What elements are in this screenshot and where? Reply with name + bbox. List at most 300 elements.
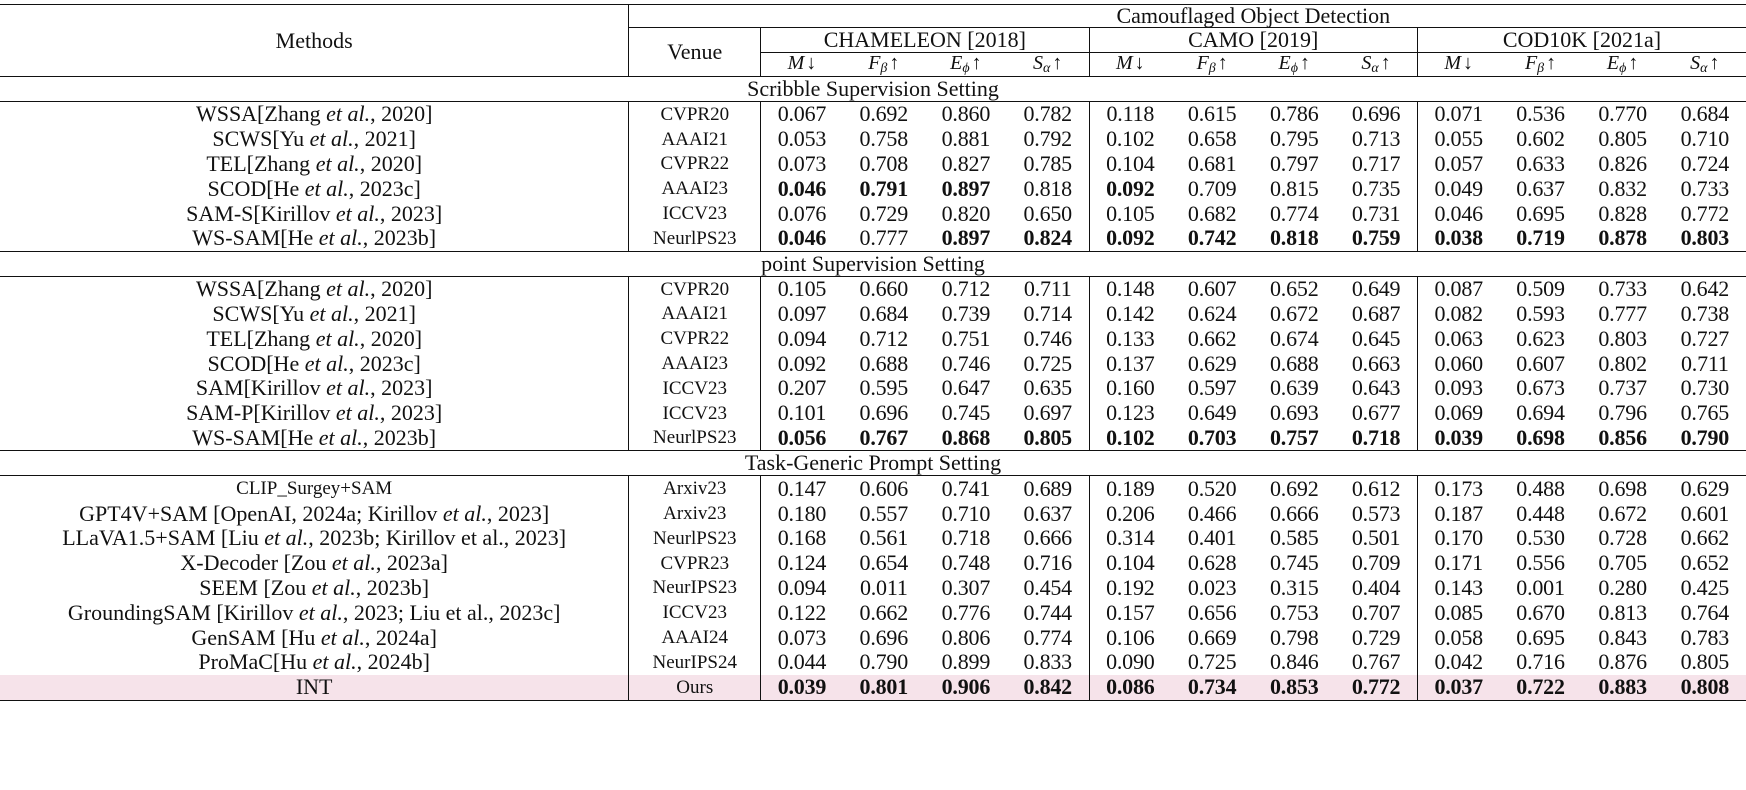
metric-value: 0.818: [1253, 226, 1335, 251]
method-label: TEL[Zhang: [206, 325, 316, 351]
venue: NeurlPS23: [629, 226, 761, 251]
table-row: [0, 102, 1746, 127]
metric-value: 0.746: [1007, 326, 1089, 351]
metric-value: 0.606: [859, 475, 909, 501]
method-name: [0, 127, 629, 152]
metric-value: 0.696: [859, 400, 909, 426]
metric-value: 0.652: [1680, 550, 1730, 576]
metric-value: 0.729: [1335, 625, 1417, 650]
metric-value: 0.307: [941, 574, 991, 600]
venue: ICCV23: [629, 600, 761, 625]
method-label: SEEM [Zou: [199, 574, 312, 600]
metric-value: 0.649: [1187, 400, 1237, 426]
metric-value: 0.157: [1106, 599, 1155, 625]
citation-etal: et al.: [311, 574, 356, 600]
metric-header: [1253, 53, 1335, 77]
metric-value: 0.556: [1516, 550, 1565, 576]
metric-symbol: M: [1115, 52, 1133, 74]
metric-value: 0.824: [1007, 226, 1089, 251]
metric-value: 0.104: [1106, 550, 1155, 576]
metric-value: 0.573: [1335, 501, 1417, 526]
metric-value: 0.670: [1516, 599, 1565, 625]
metric-value: 0.649: [1335, 276, 1417, 301]
section-header-row: [0, 77, 1746, 102]
metric-value: 0.520: [1187, 475, 1237, 501]
metric-value: 0.142: [1106, 300, 1155, 326]
metric-value: 0.860: [941, 101, 991, 127]
metric-value: 0.876: [1598, 649, 1647, 675]
method-label: SAM-P[Kirillov: [186, 400, 336, 426]
metric-value: 0.602: [1516, 126, 1565, 152]
citation-etal: et al.: [304, 350, 349, 376]
metric-symbol: E: [1606, 52, 1620, 74]
metric-value: 0.765: [1680, 400, 1730, 426]
metric-header: [925, 53, 1007, 77]
metric-value: 0.722: [1500, 675, 1582, 700]
metric-value: 0.774: [1270, 200, 1319, 226]
venue: AAAI24: [629, 625, 761, 650]
metric-value: 0.833: [1007, 650, 1089, 675]
metric-value: 0.777: [843, 226, 925, 251]
metric-value: 0.767: [843, 426, 925, 451]
citation-tail: , 2020]: [370, 101, 433, 127]
metric-value: 0.597: [1187, 375, 1237, 401]
citation-etal: et al.: [312, 649, 357, 675]
arrow-up-icon: ↑: [1709, 52, 1720, 74]
metric-value: 0.707: [1335, 600, 1417, 625]
metric-value: 0.716: [1516, 649, 1565, 675]
method-name: [0, 675, 629, 700]
metric-value: 0.628: [1187, 550, 1237, 576]
metric-value: 0.710: [941, 500, 991, 526]
arrow-up-icon: ↑: [1217, 52, 1228, 74]
method-label: X-Decoder [Zou: [180, 550, 332, 576]
citation-etal: et al.: [335, 200, 380, 226]
metric-subscript: β: [1537, 61, 1545, 76]
method-name: [0, 176, 629, 201]
metric-value: 0.401: [1187, 525, 1237, 551]
method-label: GPT4V+SAM [OpenAI, 2024a; Kirillov: [79, 500, 443, 526]
metric-value: 0.076: [777, 200, 827, 226]
table-row: [0, 625, 1746, 650]
metric-value: 0.695: [1516, 200, 1565, 226]
metric-value: 0.060: [1434, 350, 1483, 376]
citation-etal: et al.: [309, 300, 354, 326]
metric-value: 0.802: [1598, 350, 1647, 376]
method-label: GenSAM [Hu: [191, 624, 321, 650]
metric-symbol: E: [1278, 52, 1291, 74]
metric-value: 0.717: [1335, 152, 1417, 177]
metric-value: 0.728: [1598, 525, 1647, 551]
method-label: SAM[Kirillov: [195, 375, 327, 401]
metric-value: 0.714: [1007, 302, 1089, 327]
section-header-row: [0, 251, 1746, 276]
metric-subscript: β: [880, 61, 888, 76]
venue: Arxiv23: [629, 501, 761, 526]
metric-value: 0.046: [1434, 200, 1483, 226]
citation-tail: , 2023; Liu et al., 2023c]: [342, 599, 561, 625]
metric-value: 0.629: [1680, 475, 1730, 501]
method-name: [0, 551, 629, 576]
table-row: [0, 127, 1746, 152]
venue: CVPR22: [629, 326, 761, 351]
metric-value: 0.805: [1007, 426, 1089, 451]
metric-value: 0.037: [1417, 675, 1499, 700]
metric-value: 0.899: [941, 649, 991, 675]
section-title: Task-Generic Prompt Setting: [0, 451, 1746, 476]
metric-value: 0.711: [1007, 276, 1089, 301]
metric-symbol: F: [1524, 52, 1538, 74]
metric-value: 0.688: [859, 350, 909, 376]
metric-value: 0.739: [941, 300, 991, 326]
method-name: [0, 625, 629, 650]
metric-value: 0.757: [1253, 426, 1335, 451]
metric-value: 0.057: [1434, 150, 1483, 176]
metric-value: 0.314: [1106, 525, 1155, 551]
metric-value: 0.692: [1270, 475, 1319, 501]
venue: CVPR20: [629, 102, 761, 127]
metric-value: 0.826: [1598, 150, 1647, 176]
metric-value: 0.772: [1680, 200, 1730, 226]
metric-value: 0.718: [1335, 426, 1417, 451]
metric-value: 0.160: [1106, 375, 1155, 401]
metric-value: 0.102: [1089, 426, 1171, 451]
table-row: [0, 501, 1746, 526]
metric-value: 0.092: [1089, 226, 1171, 251]
metric-value: 0.106: [1106, 624, 1155, 650]
table-row: [0, 351, 1746, 376]
venue: AAAI21: [629, 302, 761, 327]
metric-value: 0.105: [777, 276, 827, 302]
metric-value: 0.148: [1106, 276, 1155, 302]
table-row: [0, 302, 1746, 327]
metric-value: 0.404: [1335, 576, 1417, 601]
metric-value: 0.187: [1434, 500, 1483, 526]
metric-value: 0.633: [1516, 150, 1565, 176]
metric-value: 0.039: [1417, 426, 1499, 451]
metric-value: 0.698: [1500, 426, 1582, 451]
metric-value: 0.192: [1106, 574, 1155, 600]
metric-value: 0.643: [1335, 376, 1417, 401]
metric-value: 0.094: [777, 325, 827, 351]
venue: ICCV23: [629, 401, 761, 426]
metric-value: 0.744: [1007, 600, 1089, 625]
table-row: [0, 600, 1746, 625]
method-label: ProMaC[Hu: [198, 649, 313, 675]
metric-symbol: S: [1033, 52, 1044, 74]
metric-value: 0.046: [777, 175, 827, 201]
section-header-row: [0, 451, 1746, 476]
citation-tail: , 2023b]: [362, 225, 437, 251]
citation-etal: et al.: [315, 150, 360, 176]
metric-value: 0.803: [1598, 325, 1647, 351]
citation-etal: et al.: [326, 375, 371, 401]
metric-value: 0.815: [1270, 175, 1319, 201]
metric-value: 0.092: [777, 350, 827, 376]
metric-value: 0.709: [1187, 175, 1237, 201]
metric-subscript: ϕ: [1290, 61, 1298, 76]
metric-value: 0.056: [761, 426, 843, 451]
metric-value: 0.745: [1270, 550, 1319, 576]
metric-subscript: ϕ: [1619, 61, 1627, 76]
metric-symbol: F: [868, 52, 881, 74]
venue-header: Venue: [629, 28, 761, 77]
citation-etal: et al.: [326, 101, 371, 127]
metric-value: 0.097: [777, 300, 827, 326]
citation-etal: et al.: [442, 500, 487, 526]
metric-value: 0.023: [1187, 574, 1237, 600]
metric-value: 0.011: [859, 574, 908, 600]
table-row: [0, 476, 1746, 501]
metric-value: 0.820: [941, 200, 991, 226]
citation-etal: et al.: [309, 126, 354, 152]
metric-value: 0.173: [1434, 475, 1483, 501]
table-row: [0, 576, 1746, 601]
metric-symbol: E: [950, 52, 963, 74]
metric-value: 0.742: [1171, 226, 1253, 251]
method-name: [0, 376, 629, 401]
metric-value: 0.792: [1007, 127, 1089, 152]
metric-value: 0.853: [1253, 675, 1335, 700]
metric-value: 0.682: [1187, 200, 1237, 226]
metric-value: 0.092: [1106, 175, 1155, 201]
metric-value: 0.509: [1516, 276, 1565, 302]
metric-value: 0.846: [1270, 649, 1319, 675]
metric-value: 0.697: [1007, 401, 1089, 426]
method-name: [0, 152, 629, 177]
metric-value: 0.086: [1089, 675, 1171, 700]
metric-value: 0.730: [1680, 375, 1730, 401]
metric-value: 0.745: [941, 400, 991, 426]
venue: AAAI21: [629, 127, 761, 152]
metric-value: 0.681: [1187, 150, 1237, 176]
metric-value: 0.708: [859, 150, 909, 176]
metric-value: 0.673: [1516, 375, 1565, 401]
metric-value: 0.093: [1434, 375, 1483, 401]
metric-value: 0.790: [1664, 426, 1746, 451]
metric-header: [1007, 53, 1089, 77]
venue: ICCV23: [629, 201, 761, 226]
table-row: [0, 376, 1746, 401]
metric-value: 0.842: [1007, 675, 1089, 700]
metric-value: 0.692: [859, 101, 909, 127]
arrow-up-icon: ↑: [1052, 52, 1063, 74]
citation-tail: , 2023b]: [355, 574, 430, 600]
metric-value: 0.645: [1335, 326, 1417, 351]
metric-symbol: S: [1361, 52, 1372, 74]
metric-value: 0.637: [1007, 501, 1089, 526]
metric-header: [761, 53, 843, 77]
arrow-up-icon: ↑: [971, 52, 982, 74]
metric-value: 0.044: [777, 649, 827, 675]
metric-value: 0.698: [1598, 475, 1647, 501]
metric-value: 0.813: [1598, 599, 1647, 625]
metric-value: 0.662: [1680, 525, 1730, 551]
metric-value: 0.868: [925, 426, 1007, 451]
metric-value: 0.669: [1187, 624, 1237, 650]
metric-value: 0.785: [1007, 152, 1089, 177]
venue: NeurIPS23: [629, 576, 761, 601]
citation-etal: et al.: [318, 225, 363, 251]
metric-subscript: α: [1043, 61, 1051, 76]
method-label: SAM-S[Kirillov: [186, 200, 336, 226]
metric-value: 0.738: [1680, 300, 1730, 326]
metric-header: [1417, 53, 1499, 77]
metric-value: 0.897: [941, 175, 991, 201]
section-title: Scribble Supervision Setting: [0, 77, 1746, 102]
table-row: [0, 426, 1746, 451]
citation-tail: , 2023b]: [362, 424, 437, 450]
metric-value: 0.759: [1335, 226, 1417, 251]
metric-value: 0.607: [1187, 276, 1237, 302]
metric-value: 0.425: [1680, 574, 1730, 600]
venue: CVPR23: [629, 551, 761, 576]
method-name: [0, 650, 629, 675]
metric-value: 0.733: [1598, 276, 1647, 302]
metric-value: 0.123: [1106, 400, 1155, 426]
metric-value: 0.090: [1106, 649, 1155, 675]
citation-tail: , 2020]: [359, 150, 423, 176]
table-row: [0, 201, 1746, 226]
metric-value: 0.790: [859, 649, 909, 675]
citation-tail: , 2023c]: [348, 175, 421, 201]
metric-value: 0.797: [1270, 150, 1319, 176]
metric-value: 0.170: [1434, 525, 1483, 551]
metric-value: 0.753: [1270, 599, 1319, 625]
method-name: [0, 226, 629, 251]
metric-value: 0.689: [1007, 476, 1089, 501]
metric-symbol: S: [1690, 52, 1701, 74]
table-row: [0, 650, 1746, 675]
venue: NeurlPS23: [629, 526, 761, 551]
metric-value: 0.067: [777, 101, 827, 127]
metric-symbol: M: [1444, 52, 1462, 74]
metric-value: 0.073: [777, 624, 827, 650]
arrow-down-icon: ↓: [806, 52, 817, 74]
method-label: CLIP_Surgey+SAM: [236, 478, 393, 500]
venue: Ours: [629, 675, 761, 700]
metric-value: 0.104: [1106, 150, 1155, 176]
metric-value: 0.647: [941, 375, 991, 401]
method-name: [0, 600, 629, 625]
metric-value: 0.082: [1434, 300, 1483, 326]
metric-value: 0.635: [1007, 376, 1089, 401]
metric-value: 0.741: [941, 475, 991, 501]
metric-value: 0.725: [1007, 351, 1089, 376]
citation-tail: , 2023b; Kirillov et al., 2023]: [308, 525, 567, 551]
metric-value: 0.168: [777, 525, 827, 551]
citation-tail: , 2023c]: [348, 350, 421, 376]
table-row: [0, 401, 1746, 426]
metric-value: 0.832: [1598, 175, 1647, 201]
metric-value: 0.709: [1335, 551, 1417, 576]
metric-value: 0.805: [1680, 649, 1730, 675]
metric-value: 0.805: [1598, 126, 1647, 152]
venue: CVPR20: [629, 276, 761, 301]
metric-value: 0.737: [1598, 375, 1647, 401]
citation-etal: et al.: [326, 276, 371, 302]
citation-etal: et al.: [320, 624, 365, 650]
citation-tail: , 2021]: [353, 126, 416, 152]
venue: NeurIPS24: [629, 650, 761, 675]
metric-value: 0.897: [925, 226, 1007, 251]
metric-value: 0.101: [777, 400, 827, 426]
metric-value: 0.652: [1270, 276, 1319, 302]
metric-value: 0.055: [1434, 126, 1483, 152]
metric-value: 0.666: [1270, 500, 1319, 526]
citation-tail: , 2020]: [370, 276, 433, 302]
metric-value: 0.719: [1500, 226, 1582, 251]
metric-value: 0.612: [1335, 476, 1417, 501]
metric-value: 0.654: [859, 550, 909, 576]
metric-value: 0.536: [1516, 101, 1565, 127]
venue: CVPR22: [629, 152, 761, 177]
metric-value: 0.660: [859, 276, 909, 302]
method-label: LLaVA1.5+SAM [Liu: [62, 525, 265, 551]
metric-value: 0.615: [1187, 101, 1237, 127]
citation-etal: et al.: [304, 175, 349, 201]
method-name: [0, 426, 629, 451]
metric-header: [1171, 53, 1253, 77]
metric-value: 0.705: [1598, 550, 1647, 576]
metric-value: 0.688: [1270, 350, 1319, 376]
metric-value: 0.069: [1434, 400, 1483, 426]
metric-value: 0.746: [941, 350, 991, 376]
metric-value: 0.674: [1270, 325, 1319, 351]
method-name: [0, 351, 629, 376]
metric-value: 0.658: [1187, 126, 1237, 152]
metric-value: 0.777: [1598, 300, 1647, 326]
metric-value: 0.049: [1434, 175, 1483, 201]
metric-value: 0.729: [859, 200, 909, 226]
metric-value: 0.042: [1434, 649, 1483, 675]
metric-value: 0.585: [1270, 525, 1319, 551]
arrow-down-icon: ↓: [1134, 52, 1145, 74]
method-name: [0, 401, 629, 426]
table-row: [0, 176, 1746, 201]
metric-header: [843, 53, 925, 77]
metric-value: 0.672: [1270, 300, 1319, 326]
metric-value: 0.315: [1270, 574, 1319, 600]
citation-etal: et al.: [298, 599, 343, 625]
metric-value: 0.881: [941, 126, 991, 152]
metric-value: 0.713: [1335, 127, 1417, 152]
metric-value: 0.143: [1434, 574, 1483, 600]
metric-value: 0.774: [1007, 625, 1089, 650]
metric-value: 0.448: [1516, 500, 1565, 526]
metric-value: 0.454: [1007, 576, 1089, 601]
citation-etal: et al.: [335, 400, 380, 426]
table-row: [0, 152, 1746, 177]
citation-tail: , 2024b]: [356, 649, 430, 675]
method-name: [0, 476, 629, 501]
table-row: [0, 551, 1746, 576]
metric-value: 0.058: [1434, 624, 1483, 650]
metric-value: 0.906: [925, 675, 1007, 700]
task-header: Camouflaged Object Detection: [1116, 3, 1391, 28]
metric-value: 0.782: [1007, 102, 1089, 127]
metric-value: 0.147: [777, 475, 827, 501]
metric-value: 0.883: [1582, 675, 1664, 700]
metric-value: 0.039: [761, 675, 843, 700]
metric-value: 0.703: [1171, 426, 1253, 451]
citation-etal: et al.: [331, 550, 376, 576]
metric-value: 0.684: [859, 300, 909, 326]
arrow-down-icon: ↓: [1463, 52, 1474, 74]
metric-value: 0.189: [1106, 475, 1155, 501]
table-row: [0, 326, 1746, 351]
venue: Arxiv23: [629, 476, 761, 501]
